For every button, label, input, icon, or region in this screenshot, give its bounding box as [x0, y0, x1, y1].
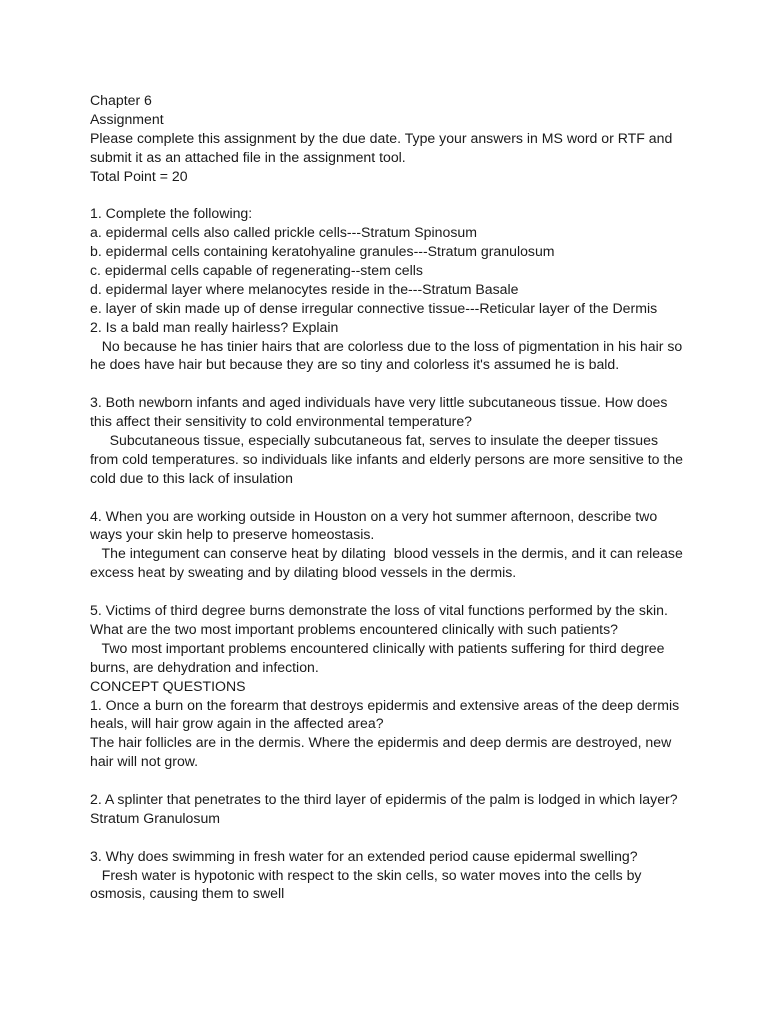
text-line: No because he has tinier hairs that are colorless due to the loss of pigmentation in his hair so: [90, 337, 683, 354]
text-line: from cold temperatures. so individuals like infants and elderly persons are more sensitive to the: [90, 450, 684, 467]
text-line: 2. A splinter that penetrates to the third layer of epidermis of the palm is lodged in which layer?: [90, 790, 678, 807]
document-body: [90, 91, 750, 903]
text-line: 5. Victims of third degree burns demonstrate the loss of vital functions performed by the skin.: [90, 602, 668, 619]
text-line: Chapter 6: [90, 92, 152, 108]
text-line: CONCEPT QUESTIONS: [90, 677, 246, 694]
text-line: cold due to this lack of insulation: [90, 469, 293, 486]
text-line: Please complete this assignment by the due date. Type your answers in MS word or RTF and: [90, 129, 673, 146]
text-line: a. epidermal cells also called prickle cells---Stratum Spinosum: [90, 224, 477, 241]
text-line: 3. Why does swimming in fresh water for an extended period cause epidermal swelling?: [90, 847, 638, 864]
text-line: The hair follicles are in the dermis. Where the epidermis and deep dermis are destroyed, new: [90, 734, 672, 751]
text-line: heals, will hair grow again in the affected area?: [90, 715, 384, 732]
text-line: e. layer of skin made up of dense irregular connective tissue---Reticular layer of the Dermis: [90, 299, 658, 316]
text-line: 1. Once a burn on the forearm that destroys epidermis and extensive areas of the deep dermis: [90, 696, 680, 713]
text-line: Assignment: [90, 110, 164, 127]
text-line: b. epidermal cells containing keratohyaline granules---Stratum granulosum: [90, 243, 555, 260]
blank-line: [90, 185, 750, 204]
blank-line: [90, 582, 750, 601]
text-line: Stratum Granulosum: [90, 809, 221, 826]
text-line: d. epidermal layer where melanocytes reside in the---Stratum Basale: [90, 280, 519, 297]
text-line: c. epidermal cells capable of regenerating--stem cells: [90, 262, 423, 279]
blank-line: [90, 771, 750, 790]
text-line: this affect their sensitivity to cold environmental temperature?: [90, 413, 473, 430]
text-line: Total Point = 20: [90, 167, 188, 184]
text-line: 4. When you are working outside in Houston on a very hot summer afternoon, describe two: [90, 507, 658, 524]
text-line: Two most important problems encountered clinically with patients suffering for third degree: [90, 639, 665, 656]
text-line: What are the two most important problems encountered clinically with such patients?: [90, 620, 618, 637]
text-line: ways your skin help to preserve homeostasis.: [90, 526, 375, 543]
text-line: excess heat by sweating and by dilating blood vessels in the dermis.: [90, 564, 517, 581]
text-line: he does have hair but because they are so tiny and colorless it's assumed he is bald.: [90, 356, 620, 373]
blank-line: [90, 488, 750, 507]
blank-line: [90, 374, 750, 393]
blank-line: [90, 828, 750, 847]
document-page: [90, 91, 750, 903]
text-line: Subcutaneous tissue, especially subcutaneous fat, serves to insulate the deeper tissues: [90, 432, 659, 449]
text-line: 3. Both newborn infants and aged individuals have very little subcutaneous tissue. How does: [90, 394, 668, 411]
text-line: burns, are dehydration and infection.: [90, 658, 319, 675]
text-line: 1. Complete the following:: [90, 205, 253, 222]
text-line: The integument can conserve heat by dilating blood vessels in the dermis, and it can release: [90, 545, 683, 562]
text-line: hair will not grow.: [90, 753, 199, 770]
text-line: submit it as an attached file in the assignment tool.: [90, 148, 406, 165]
text-line: osmosis, causing them to swell: [90, 885, 285, 902]
text-line: 2. Is a bald man really hairless? Explain: [90, 318, 339, 335]
text-line: Fresh water is hypotonic with respect to the skin cells, so water moves into the cells by: [90, 866, 642, 883]
